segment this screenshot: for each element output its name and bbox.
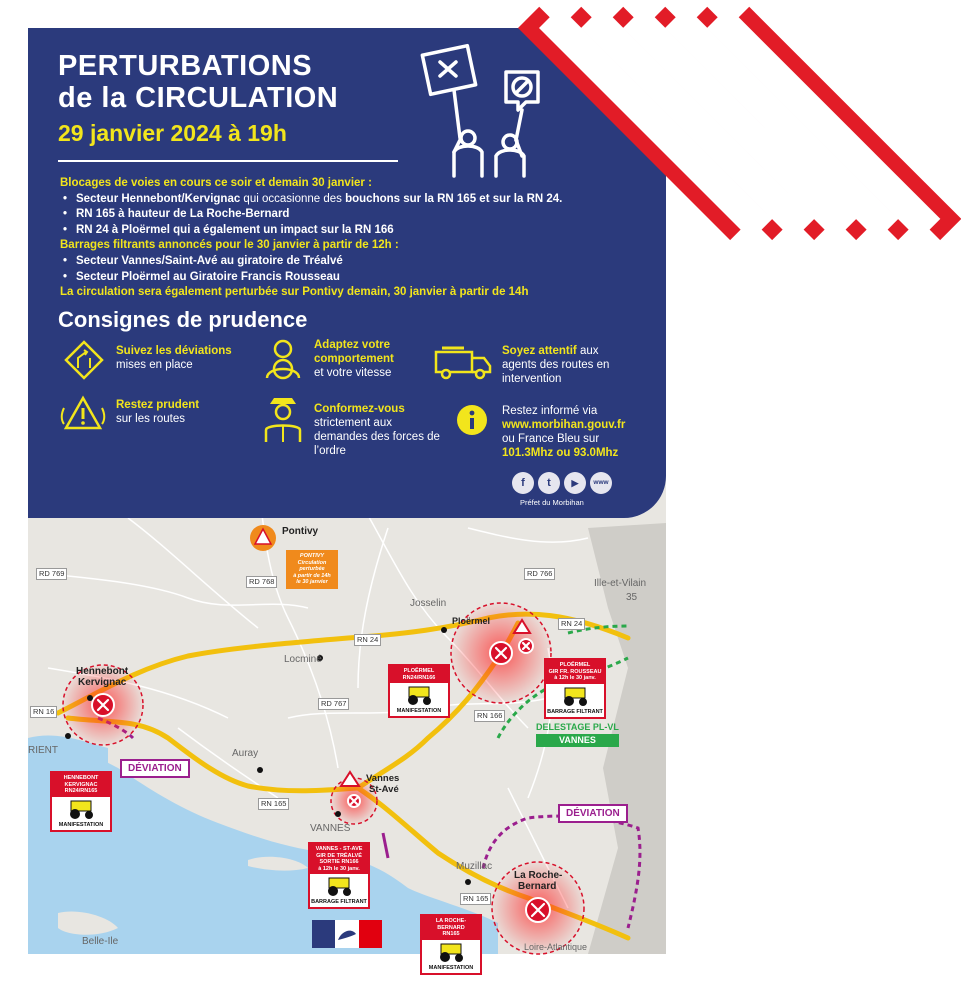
deviation-label-west: DÉVIATION (120, 759, 190, 778)
traffic-map (28, 468, 666, 971)
list-item: • Secteur Ploërmel au Giratoire Francis Rousseau (76, 270, 650, 286)
list-item: • RN 24 à Ploërmel qui a également un impact sur la RN 166 (76, 223, 650, 239)
card-hennebont: HENNEBONT KERVIGNAC RN24/RN165 MANIFESTATION (50, 771, 112, 832)
road-rd768: RD 768 (246, 576, 277, 588)
consigne-forces-ordre: Conformez-vous strictement aux demandes des forces de l’ordre (314, 403, 440, 457)
protesters-icon (418, 40, 598, 180)
map-label-ille-et-vilaine: Ille-et-Vilain (594, 578, 647, 589)
road-rn165-b: RN 165 (460, 893, 491, 905)
map-label-kervignac: Kervignac (78, 677, 127, 688)
road-rd767: RD 767 (318, 698, 349, 710)
map-label-pontivy: Pontivy (282, 526, 319, 537)
road-rd769: RD 769 (36, 568, 67, 580)
road-rd766: RD 766 (524, 568, 555, 580)
road-rn165-a: RN 165 (258, 798, 289, 810)
map-label-auray: Auray (232, 748, 259, 759)
road-rn16: RN 16 (30, 706, 57, 718)
title-divider (58, 160, 398, 162)
marianne-logo (312, 920, 382, 948)
web-icon[interactable]: www (590, 472, 612, 494)
card-ploermel-rousseau: PLOËRMEL GIR FR. ROUSSEAU à 12h le 30 janv. BARRAGE FILTRANT (544, 658, 606, 719)
map-label-la-roche: La Roche- (514, 870, 563, 881)
youtube-icon[interactable]: ▶ (564, 472, 586, 494)
consigne-prudent: Restez prudent sur les routes (116, 399, 200, 425)
police-officer-icon (262, 394, 304, 444)
card-vannes: VANNES - ST-AVE GIR DE TRÉALVÉ SORTIE RN166 à 12h le 30 janv. BARRAGE FILTRANT (308, 842, 370, 909)
page-title: PERTURBATIONS de la CIRCULATION (58, 50, 339, 114)
road-rn24-b: RN 24 (558, 618, 585, 630)
info-icon (456, 404, 488, 436)
map-label-st-ave: St-Avé (369, 784, 399, 795)
map-label-35: 35 (626, 592, 638, 603)
poster (28, 28, 666, 971)
map-label-lorient: RIENT (28, 745, 58, 756)
map-label-hennebont: Hennebont (76, 666, 129, 677)
blocages-heading: Blocages de voies en cours ce soir et demain 30 janvier : (60, 177, 372, 189)
consigne-deviations: Suivez les déviations mises en place (116, 345, 232, 371)
list-item: • RN 165 à hauteur de La Roche-Bernard (76, 207, 650, 223)
road-rn24-a: RN 24 (354, 634, 381, 646)
map-label-bernard: Bernard (518, 881, 557, 892)
barrages-heading: Barrages filtrants annoncés pour le 30 janvier à partir de 12h : (60, 239, 399, 252)
map-label-vannes-city: VANNES (310, 823, 351, 834)
list-item: • Secteur Vannes/Saint-Avé au giratoire de Tréalvé (76, 254, 650, 270)
consigne-agents: Soyez attentif aux agents des routes en intervention (502, 345, 610, 385)
map-label-belle-ile: Belle-Ile (82, 936, 119, 947)
road-works-truck-icon (434, 346, 492, 380)
barrages-list (60, 254, 650, 285)
map-label-muzillac: Muzillac (456, 861, 493, 872)
tractor-icon (546, 684, 604, 708)
tractor-icon (310, 874, 368, 898)
pontivy-note: PONTIVY Circulation perturbée à partir de 14h le 30 janvier (286, 550, 338, 589)
website-link[interactable]: www.morbihan.gouv.fr (502, 419, 626, 431)
delestage-label: DELESTAGE PL-VL VANNES (536, 722, 619, 745)
list-item: • Secteur Hennebont/Kervignac qui occasionne des bouchons sur la RN 165 et sur la RN 24. (76, 192, 650, 208)
facebook-icon[interactable]: f (512, 472, 534, 494)
tractor-icon (52, 797, 110, 821)
twitter-icon[interactable]: t (538, 472, 560, 494)
consigne-information: Restez informé via www.morbihan.gouv.fr ou France Bleu sur 101.3Mhz ou 93.0Mhz (502, 404, 652, 460)
tractor-icon (390, 683, 448, 707)
map-label-ploermel: Ploërmel (452, 616, 491, 626)
map-label-loire-atlantique: Loire-Atlantique (524, 942, 588, 952)
disruptions-info (60, 176, 650, 301)
title-date: 29 janvier 2024 à 19h (58, 120, 287, 146)
blocages-list (60, 192, 650, 239)
map-label-josselin: Josselin (410, 598, 447, 609)
prefet-label: Préfet du Morbihan (520, 498, 584, 507)
map-label-vannes: Vannes (366, 773, 400, 784)
tractor-icon (422, 940, 480, 964)
map-label-locmine: Locminé (284, 654, 322, 665)
driver-icon (262, 336, 304, 380)
consignes-title: Consignes de prudence (58, 307, 308, 332)
pontivy-notice: La circulation sera également perturbée sur Pontivy demain, 30 janvier à partir de 14h (60, 286, 529, 299)
card-ploermel: PLOËRMEL RN24/RN166 MANIFESTATION (388, 664, 450, 718)
warning-icon (60, 394, 106, 434)
deviation-label-east: DÉVIATION (558, 804, 628, 823)
road-rn166: RN 166 (474, 710, 505, 722)
info-panel (28, 28, 666, 518)
consigne-comportement: Adaptez votre comportement et votre vitesse (314, 339, 394, 379)
card-la-roche-bernard: LA ROCHE-BERNARD RN165 MANIFESTATION (420, 914, 482, 975)
detour-sign-icon (64, 340, 104, 380)
